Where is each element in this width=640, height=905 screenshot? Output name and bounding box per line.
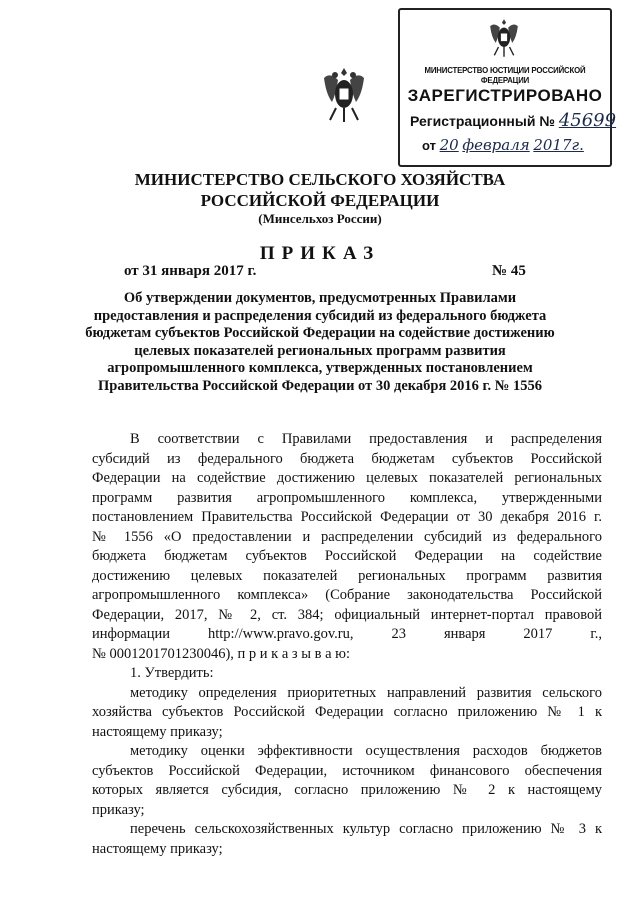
stamp-date-day: 20 (439, 136, 459, 154)
stamp-date-year: 2017г. (533, 136, 584, 154)
stamp-date-row (422, 136, 584, 154)
ministry-name-line1: МИНИСТЕРСТВО СЕЛЬСКОГО ХОЗЯЙСТВА (134, 170, 506, 189)
stamp-reg-number: 45699 (558, 110, 617, 131)
body-line: программ развития агропромышленного комплекса, утвержденными (92, 489, 602, 506)
title-line: агропромышленного комплекса, утвержденных постановлением (107, 360, 533, 376)
coat-of-arms-emblem (318, 64, 370, 126)
order-number: № 45 (492, 263, 526, 279)
body-line: методику оценки эффективности осуществления расходов бюджетов (130, 743, 602, 759)
ministry-name-line2: РОССИЙСКОЙ ФЕДЕРАЦИИ (200, 191, 440, 210)
title-line: целевых показателей региональных программ развития (134, 342, 506, 359)
ministry-short-name: (Минсельхоз России) (258, 211, 382, 226)
stamp-date-prefix: от (422, 138, 436, 153)
stamp-ministry: МИНИСТЕРСТВО ЮСТИЦИИ РОССИЙСКОЙ ФЕДЕРАЦИИ (424, 65, 586, 85)
body-line: настоящему приказу; (92, 723, 223, 740)
document-type: ПРИКАЗ (259, 243, 381, 264)
body-line: приказу; (92, 801, 145, 818)
title-line: предоставления и распределения субсидий из федерального бюджета (93, 307, 547, 324)
body-line: Федерации, 2017, № 2, ст. 384; официальный интернет-портал правовой (92, 606, 602, 623)
body-line: субъектов Российской Федерации, источником финансового обеспечения (92, 762, 602, 779)
body-line: постановлением Правительства Российской Федерации от 30 декабря 2016 г. (92, 509, 602, 525)
stamp-emblem-icon (486, 16, 522, 60)
stamp-date-month: февраля (462, 136, 530, 154)
body-line: перечень сельскохозяйственных культур согласно приложению № 3 к (130, 821, 602, 837)
body-line: настоящему приказу; (92, 840, 223, 857)
order-body (92, 430, 602, 859)
body-line: субсидий из федерального бюджета бюджетам субъектов Российской (92, 450, 602, 467)
order-date: от 31 января 2017 г. (124, 263, 257, 279)
body-line: методику определения приоритетных направлений развития сельского (130, 684, 602, 701)
body-line: информации http://www.pravo.gov.ru, 23 января 2017 г., (92, 626, 602, 642)
stamp-reg-row (410, 110, 616, 131)
title-line: Об утверждении документов, предусмотренных Правилами (123, 290, 517, 306)
body-line: бюджета бюджетам субъектов Российской Федерации на содействие (92, 548, 602, 564)
registration-stamp (398, 8, 617, 167)
body-line: № 1556 «О предоставлении и распределении субсидий из федерального (92, 528, 602, 545)
body-line: агропромышленного комплекса» (Собрание законодательства Российской (92, 587, 602, 603)
title-line: бюджетам субъектов Российской Федерации на содействие достижению (85, 325, 555, 341)
title-line: Правительства Российской Федерации от 30 декабря 2016 г. № 1556 (98, 377, 542, 394)
body-line: Федерации на содействие достижению целевых показателей региональных (92, 470, 602, 486)
body-line: 1. Утвердить: (130, 665, 214, 681)
body-line: № 0001201701230046), п р и к а з ы в а ю: (92, 645, 351, 662)
stamp-registered: ЗАРЕГИСТРИРОВАНО (407, 86, 603, 105)
body-line: хозяйства субъектов Российской Федерации согласно приложению № 1 к (92, 704, 602, 720)
stamp-reg-label: Регистрационный № (410, 113, 555, 129)
body-line: которых является субсидия, согласно приложению № 2 к настоящему (92, 782, 602, 798)
body-line: В соответствии с Правилами предоставления и распределения (130, 431, 602, 447)
body-line: достижению целевых показателей региональных программ развития (92, 567, 602, 584)
order-title (80, 290, 560, 395)
